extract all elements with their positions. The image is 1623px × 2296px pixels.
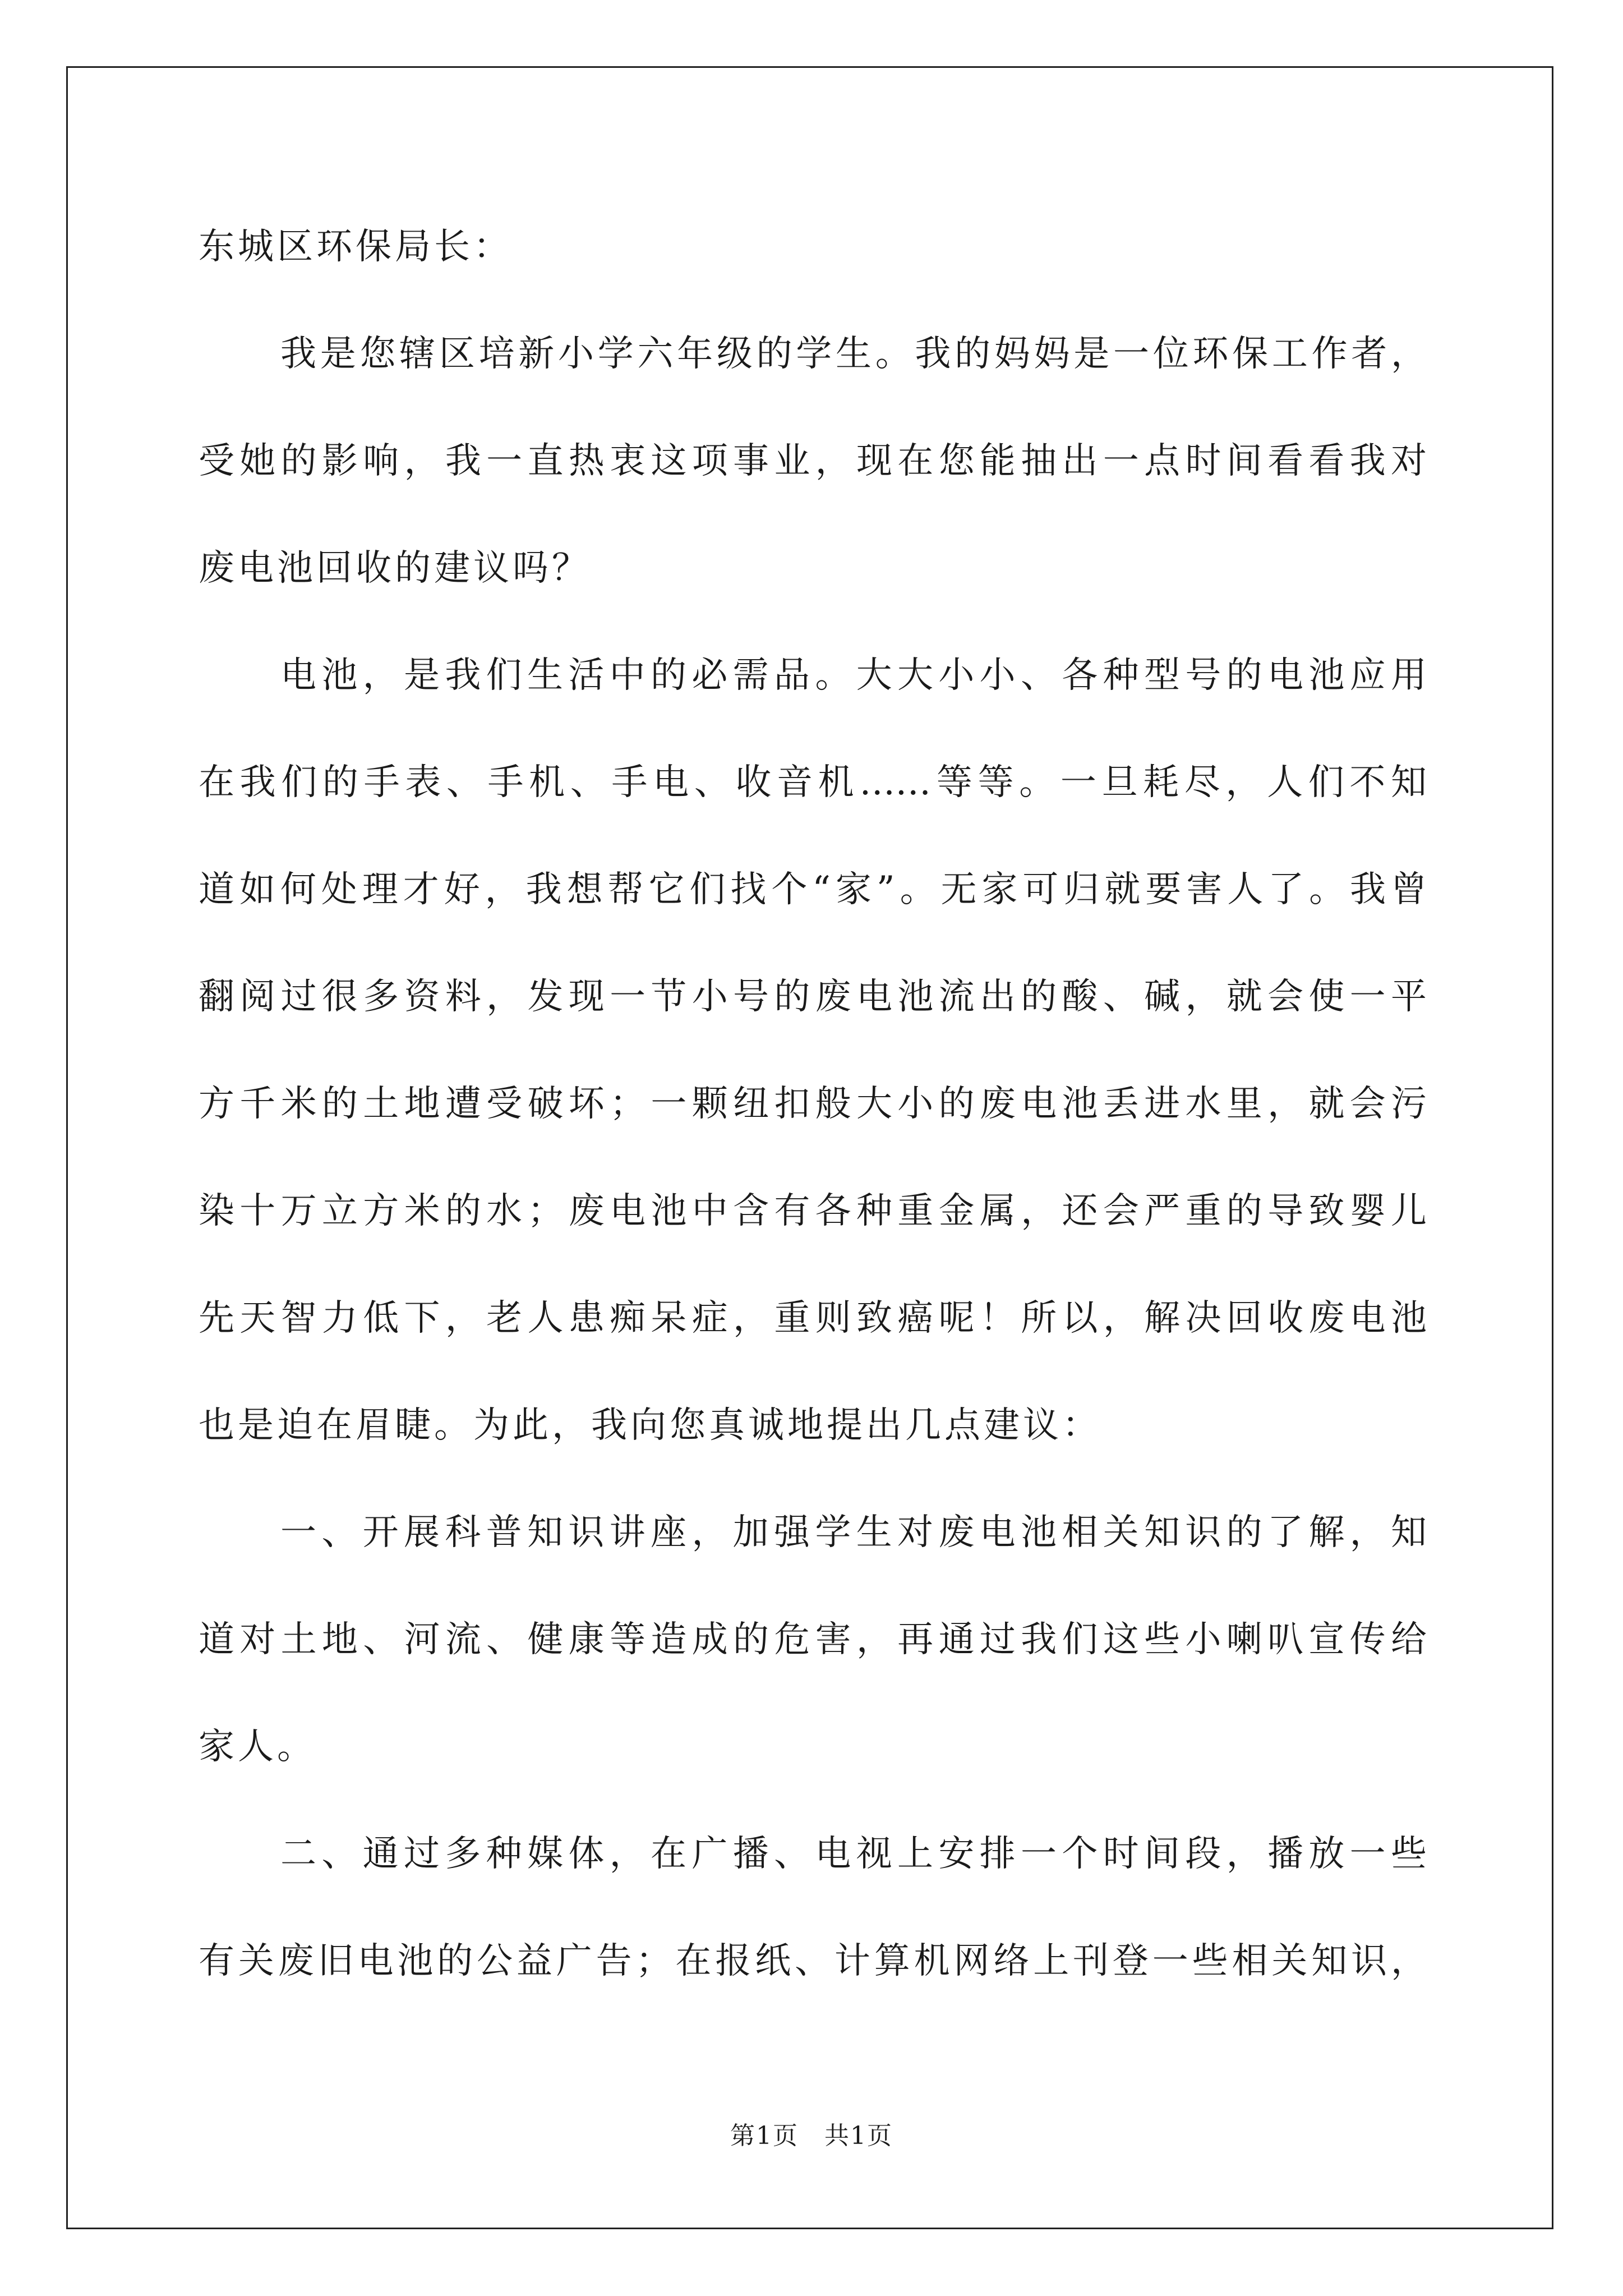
page-total: 共1页 — [824, 2122, 893, 2150]
text-line: 有关废旧电池的公益广告；在报纸、计算机网络上刊登一些相关知识， — [199, 1940, 1427, 1982]
text-line: 翻阅过很多资料，发现一节小号的废电池流出的酸、碱，就会使一平 — [199, 976, 1427, 1018]
salutation: 东城区环保局长： — [199, 226, 513, 268]
text-line: 我是您辖区培新小学六年级的学生。我的妈妈是一位环保工作者， — [280, 333, 1427, 375]
text-line: 也是迫在眉睫。为此，我向您真诚地提出几点建议： — [199, 1405, 1101, 1446]
text-line: 道如何处理才好，我想帮它们找个“家”。无家可归就要害人了。我曾 — [199, 869, 1427, 910]
page-number: 第1页 — [730, 2122, 799, 2150]
text-line: 受她的影响，我一直热衷这项事业，现在您能抽出一点时间看看我对 — [199, 440, 1427, 482]
page-border — [66, 66, 1553, 2229]
text-line: 电池，是我们生活中的必需品。大大小小、各种型号的电池应用 — [280, 655, 1427, 696]
page-footer — [0, 2120, 1623, 2152]
text-line: 家人。 — [199, 1726, 316, 1768]
text-line: 废电池回收的建议吗？ — [199, 547, 591, 589]
text-line: 在我们的手表、手机、手电、收音机……等等。一旦耗尽，人们不知 — [199, 762, 1427, 803]
text-line: 一、开展科普知识讲座，加强学生对废电池相关知识的了解，知 — [280, 1512, 1427, 1553]
text-line: 染十万立方米的水；废电池中含有各种重金属，还会严重的导致婴儿 — [199, 1190, 1427, 1232]
text-line: 二、通过多种媒体，在广播、电视上安排一个时间段，播放一些 — [280, 1833, 1427, 1875]
text-line: 先天智力低下，老人患痴呆症，重则致癌呢！所以，解决回收废电池 — [199, 1297, 1427, 1339]
text-line: 方千米的土地遭受破坏；一颗纽扣般大小的废电池丢进水里，就会污 — [199, 1083, 1427, 1125]
text-line: 道对土地、河流、健康等造成的危害，再通过我们这些小喇叭宣传给 — [199, 1619, 1427, 1660]
